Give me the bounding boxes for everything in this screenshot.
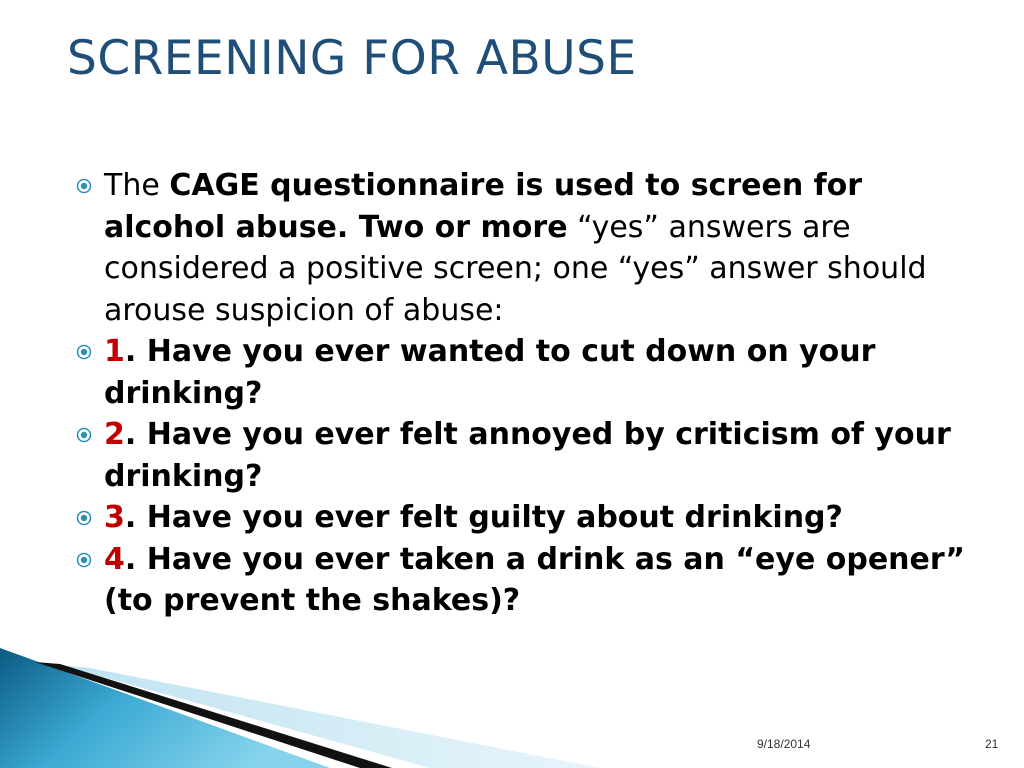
intro-bullet — [76, 165, 976, 331]
circled-dot-bullet-icon — [76, 552, 92, 568]
slide-title: SCREENING FOR ABUSE — [67, 31, 637, 86]
circled-dot-bullet-icon — [76, 427, 92, 443]
slide-number: 21 — [985, 737, 999, 751]
intro-word-the: The — [104, 168, 160, 203]
circled-dot-bullet-icon — [76, 178, 92, 194]
question-number: 2 — [104, 417, 125, 452]
question-item — [76, 331, 976, 414]
question-text: . Have you ever felt guilty about drinking? — [124, 500, 843, 535]
intro-bold-text: CAGE questionnaire is used to screen for alcohol abuse. Two or more — [104, 168, 863, 245]
question-text: . Have you ever taken a drink as an “eye opener” (to prevent the shakes)? — [104, 541, 965, 618]
question-number: 1 — [104, 334, 125, 369]
question-item — [76, 497, 976, 539]
footer-date: 9/18/2014 — [757, 737, 811, 751]
question-text: . Have you ever felt annoyed by criticism of your drinking? — [104, 417, 951, 494]
question-number: 3 — [104, 500, 125, 535]
question-text: . Have you ever wanted to cut down on your drinking? — [104, 334, 876, 411]
circled-dot-bullet-icon — [76, 510, 92, 526]
question-item — [76, 414, 976, 497]
question-item — [76, 539, 976, 622]
question-number: 4 — [104, 541, 125, 577]
intro-normal-text: “yes” answers are considered a positive screen; one “yes” answer should arouse suspicion of abuse: — [104, 209, 927, 328]
circled-dot-bullet-icon — [76, 344, 92, 360]
bullet-list — [76, 165, 976, 622]
